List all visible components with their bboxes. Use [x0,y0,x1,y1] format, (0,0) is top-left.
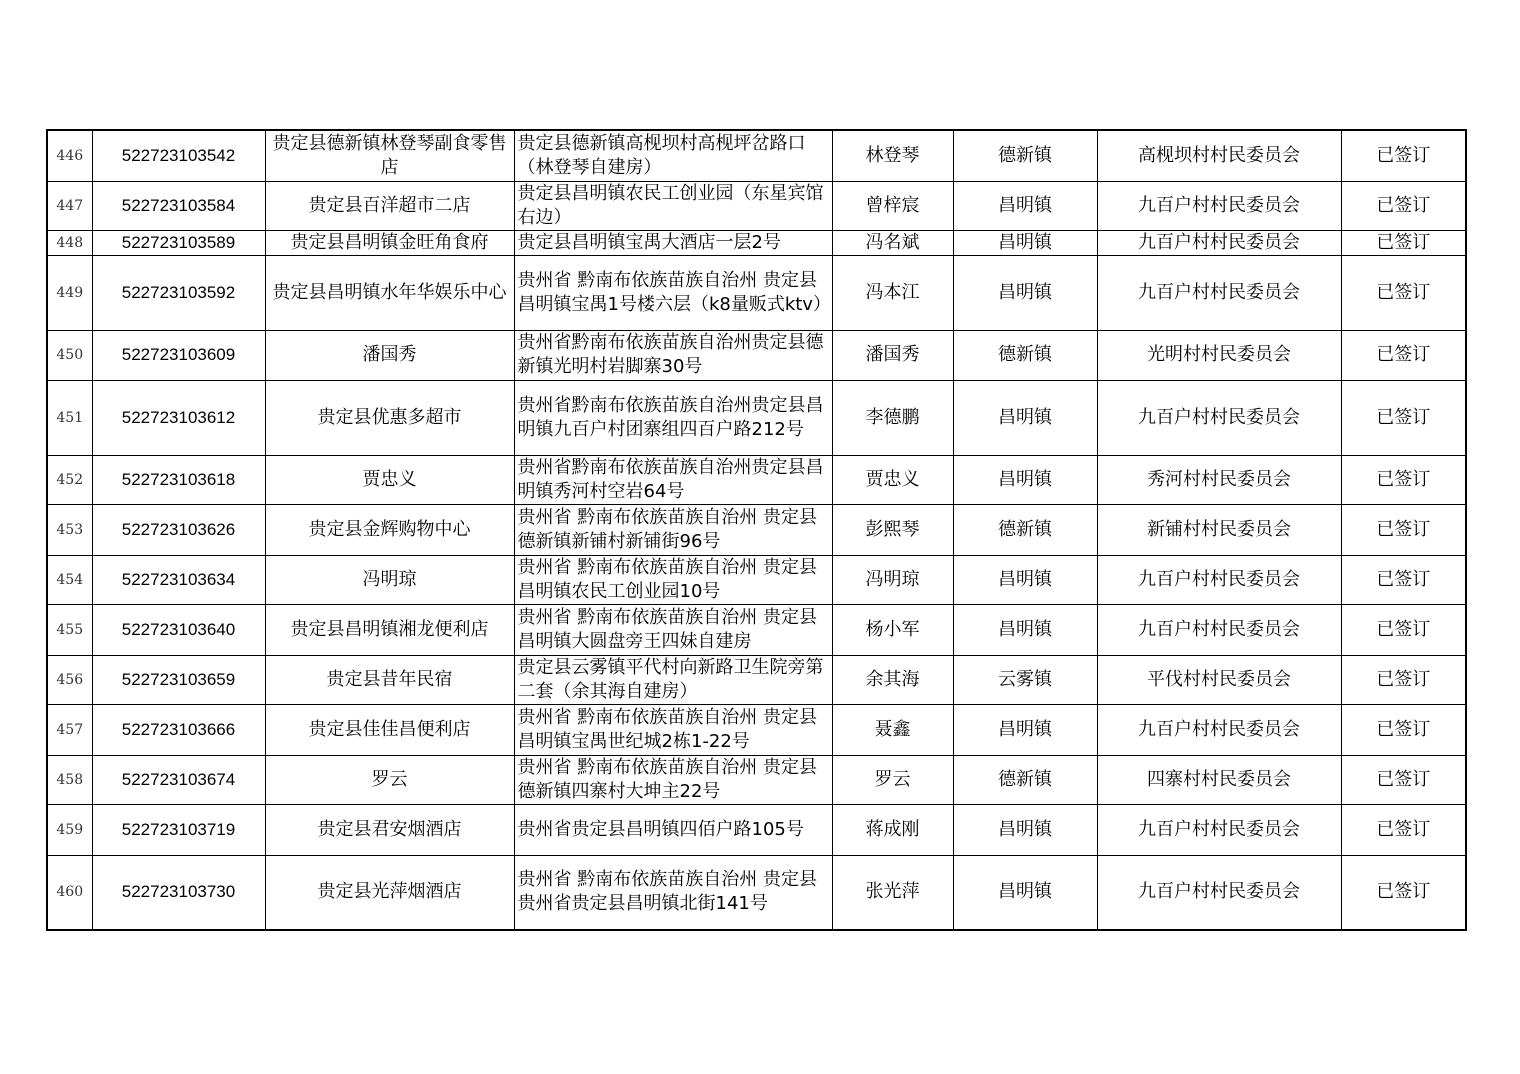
cell-town: 云雾镇 [953,655,1097,704]
cell-village-committee: 四寨村村民委员会 [1097,755,1341,804]
cell-business-name: 贵定县佳佳昌便利店 [265,704,514,755]
cell-status: 已签订 [1341,230,1466,255]
cell-village-committee: 九百户村村民委员会 [1097,255,1341,330]
cell-address: 贵定县昌明镇宝禺大酒店一层2号 [514,230,832,255]
cell-village-committee: 九百户村村民委员会 [1097,230,1341,255]
cell-license-number: 522723103634 [92,555,265,604]
cell-village-committee: 高枧坝村村民委员会 [1097,130,1341,181]
cell-status: 已签订 [1341,255,1466,330]
cell-row-number: 460 [47,855,92,930]
cell-business-name: 贵定县金辉购物中心 [265,504,514,555]
cell-business-name: 贵定县昌明镇湘龙便利店 [265,604,514,655]
cell-town: 昌明镇 [953,380,1097,455]
cell-address: 贵州省 黔南布依族苗族自治州 贵定县德新镇四寨村大坤主22号 [514,755,832,804]
cell-address: 贵州省 黔南布依族苗族自治州 贵定县德新镇新铺村新铺街96号 [514,504,832,555]
cell-row-number: 452 [47,455,92,504]
cell-town: 昌明镇 [953,230,1097,255]
cell-row-number: 458 [47,755,92,804]
cell-village-committee: 秀河村村民委员会 [1097,455,1341,504]
cell-operator: 聂鑫 [832,704,953,755]
cell-row-number: 453 [47,504,92,555]
cell-business-name: 潘国秀 [265,330,514,380]
table-row [47,230,1466,255]
cell-operator: 张光萍 [832,855,953,930]
cell-row-number: 451 [47,380,92,455]
cell-row-number: 454 [47,555,92,604]
cell-operator: 冯名斌 [832,230,953,255]
cell-license-number: 522723103612 [92,380,265,455]
cell-business-name: 贾忠义 [265,455,514,504]
table-row [47,855,1466,930]
cell-license-number: 522723103589 [92,230,265,255]
table-row [47,130,1466,181]
cell-business-name: 冯明琼 [265,555,514,604]
cell-business-name: 贵定县君安烟酒店 [265,804,514,855]
cell-license-number: 522723103542 [92,130,265,181]
cell-address: 贵州省 黔南布依族苗族自治州 贵定县昌明镇宝禺世纪城2栋1-22号 [514,704,832,755]
cell-town: 昌明镇 [953,255,1097,330]
cell-operator: 冯本江 [832,255,953,330]
cell-status: 已签订 [1341,380,1466,455]
cell-license-number: 522723103666 [92,704,265,755]
table-row [47,330,1466,380]
cell-business-name: 贵定县百洋超市二店 [265,181,514,230]
table-row [47,455,1466,504]
cell-address: 贵州省黔南布依族苗族自治州贵定县昌明镇秀河村空岩64号 [514,455,832,504]
cell-address: 贵定县云雾镇平代村向新路卫生院旁第二套（余其海自建房） [514,655,832,704]
cell-address: 贵州省 黔南布依族苗族自治州 贵定县昌明镇宝禺1号楼六层（k8量贩式ktv） [514,255,832,330]
cell-address: 贵州省黔南布依族苗族自治州贵定县昌明镇九百户村团寨组四百户路212号 [514,380,832,455]
cell-status: 已签订 [1341,330,1466,380]
cell-status: 已签订 [1341,504,1466,555]
cell-village-committee: 九百户村村民委员会 [1097,704,1341,755]
cell-license-number: 522723103640 [92,604,265,655]
cell-status: 已签订 [1341,755,1466,804]
table-row [47,604,1466,655]
cell-status: 已签订 [1341,130,1466,181]
cell-license-number: 522723103730 [92,855,265,930]
cell-row-number: 446 [47,130,92,181]
cell-license-number: 522723103719 [92,804,265,855]
cell-operator: 李德鹏 [832,380,953,455]
cell-village-committee: 新铺村村民委员会 [1097,504,1341,555]
cell-operator: 蒋成刚 [832,804,953,855]
cell-business-name: 贵定县昌明镇金旺角食府 [265,230,514,255]
cell-town: 昌明镇 [953,555,1097,604]
cell-license-number: 522723103626 [92,504,265,555]
table-row [47,704,1466,755]
cell-row-number: 449 [47,255,92,330]
cell-status: 已签订 [1341,855,1466,930]
cell-operator: 贾忠义 [832,455,953,504]
cell-town: 德新镇 [953,330,1097,380]
cell-operator: 彭熙琴 [832,504,953,555]
cell-status: 已签订 [1341,655,1466,704]
cell-license-number: 522723103674 [92,755,265,804]
cell-business-name: 贵定县德新镇林登琴副食零售店 [265,130,514,181]
cell-operator: 余其海 [832,655,953,704]
cell-license-number: 522723103609 [92,330,265,380]
cell-village-committee: 九百户村村民委员会 [1097,804,1341,855]
cell-address: 贵州省贵定县昌明镇四佰户路105号 [514,804,832,855]
cell-village-committee: 九百户村村民委员会 [1097,181,1341,230]
cell-village-committee: 九百户村村民委员会 [1097,855,1341,930]
cell-town: 昌明镇 [953,455,1097,504]
cell-status: 已签订 [1341,804,1466,855]
cell-town: 昌明镇 [953,181,1097,230]
cell-row-number: 457 [47,704,92,755]
cell-row-number: 450 [47,330,92,380]
table-row [47,555,1466,604]
cell-village-committee: 光明村村民委员会 [1097,330,1341,380]
cell-business-name: 贵定县昔年民宿 [265,655,514,704]
table-body [47,130,1466,930]
cell-status: 已签订 [1341,704,1466,755]
cell-license-number: 522723103592 [92,255,265,330]
table-row [47,181,1466,230]
cell-row-number: 448 [47,230,92,255]
cell-row-number: 455 [47,604,92,655]
table-row [47,380,1466,455]
cell-business-name: 贵定县昌明镇水年华娱乐中心 [265,255,514,330]
cell-license-number: 522723103584 [92,181,265,230]
records-table [46,129,1467,931]
cell-town: 昌明镇 [953,855,1097,930]
cell-status: 已签订 [1341,181,1466,230]
cell-operator: 曾梓宸 [832,181,953,230]
cell-operator: 罗云 [832,755,953,804]
cell-business-name: 贵定县光萍烟酒店 [265,855,514,930]
cell-address: 贵州省 黔南布依族苗族自治州 贵定县昌明镇大圆盘旁王四妹自建房 [514,604,832,655]
cell-address: 贵州省 黔南布依族苗族自治州 贵定县昌明镇农民工创业园10号 [514,555,832,604]
cell-business-name: 罗云 [265,755,514,804]
cell-village-committee: 九百户村村民委员会 [1097,604,1341,655]
cell-operator: 杨小军 [832,604,953,655]
cell-license-number: 522723103659 [92,655,265,704]
cell-address: 贵定县昌明镇农民工创业园（东星宾馆右边） [514,181,832,230]
cell-town: 德新镇 [953,130,1097,181]
table-row [47,655,1466,704]
table-row [47,504,1466,555]
cell-town: 德新镇 [953,504,1097,555]
cell-address: 贵定县德新镇高枧坝村高枧坪岔路口（林登琴自建房） [514,130,832,181]
cell-operator: 冯明琼 [832,555,953,604]
cell-village-committee: 平伐村村民委员会 [1097,655,1341,704]
cell-business-name: 贵定县优惠多超市 [265,380,514,455]
cell-operator: 林登琴 [832,130,953,181]
table-row [47,255,1466,330]
cell-license-number: 522723103618 [92,455,265,504]
cell-town: 德新镇 [953,755,1097,804]
cell-row-number: 456 [47,655,92,704]
cell-address: 贵州省黔南布依族苗族自治州贵定县德新镇光明村岩脚寨30号 [514,330,832,380]
cell-address: 贵州省 黔南布依族苗族自治州 贵定县贵州省贵定县昌明镇北街141号 [514,855,832,930]
cell-operator: 潘国秀 [832,330,953,380]
table-row [47,755,1466,804]
cell-status: 已签订 [1341,604,1466,655]
cell-village-committee: 九百户村村民委员会 [1097,380,1341,455]
cell-row-number: 459 [47,804,92,855]
cell-row-number: 447 [47,181,92,230]
cell-village-committee: 九百户村村民委员会 [1097,555,1341,604]
cell-town: 昌明镇 [953,604,1097,655]
cell-town: 昌明镇 [953,704,1097,755]
cell-status: 已签订 [1341,555,1466,604]
table-row [47,804,1466,855]
cell-town: 昌明镇 [953,804,1097,855]
cell-status: 已签订 [1341,455,1466,504]
